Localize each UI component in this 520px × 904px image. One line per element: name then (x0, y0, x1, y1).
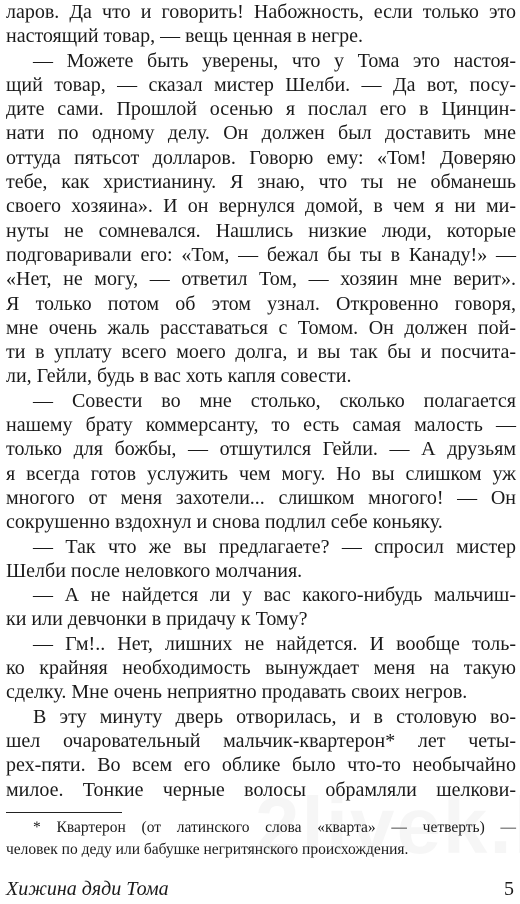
text-line: «Нет, не могу, — ответил Том, — хозяин мне верит». (6, 268, 516, 291)
text-line: нашему брату коммерсанту, то есть самая малость — (6, 414, 516, 437)
text-line: нати по одному делу. Он должен был доставить мне (6, 122, 516, 145)
text-line: Я только потом об этом узнал. Откровенно говоря, (6, 292, 516, 315)
text-line: нуты не сомневался. Нашлись низкие люди, которые (6, 219, 516, 242)
text-line: рех-пяти. Во всем его облике было что-то необычайно (6, 754, 516, 777)
text-line: настоящий товар, — вещь ценная в негре. (6, 25, 363, 48)
text-line: — Так что же вы предлагаете? — спросил мистер (33, 535, 516, 558)
text-line: Шелби после неловкого молчания. (6, 559, 303, 582)
text-line: мне очень жаль расставаться с Томом. Он должен пой- (6, 316, 516, 339)
text-line: ларов. Да что и говорить! Набожность, если только это (6, 1, 516, 23)
text-line: щий товар, — сказал мистер Шелби. — Да вот, посу- (6, 73, 516, 96)
main-text (6, 0, 516, 802)
text-line: — А не найдется ли у вас какого-нибудь мальчиш- (33, 584, 516, 607)
footnote (6, 817, 516, 861)
text-line: ко крайняя необходимость вынуждает меня на такую (6, 657, 516, 680)
text-line: ли, Гейли, будь в вас хоть капля совести. (6, 365, 352, 388)
running-footer-title: Хижина дяди Тома (6, 878, 169, 900)
text-line: оттуда пятьсот долларов. Говорю ему: «Том! Доверяю (6, 146, 516, 169)
text-line: многого от меня захотели... слишком многого! — Он (6, 486, 516, 509)
text-line: тебе, как христианину. Я знаю, что ты не обманешь (6, 171, 516, 194)
text-line: подговаривали его: «Том, — бежал бы ты в Канаду!» — (6, 243, 516, 266)
text-line: — Совести во мне столько, сколько полагается (33, 389, 516, 412)
footnote-divider (6, 812, 122, 813)
text-line: — Гм!.. Нет, лишних не найдется. И вообще толь- (33, 632, 516, 655)
text-line: шел очаровательный мальчик-квартерон* лет четы- (6, 729, 516, 752)
text-line: своего хозяина». И он вернулся домой, в чем я ни ми- (6, 195, 516, 218)
text-line: милое. Тонкие черные волосы обрамляли шелкови- (6, 778, 516, 801)
text-line: — Можете быть уверены, что у Тома это настоя- (33, 49, 516, 72)
footnote-line: * Квартерон (от латинского слова «кварта» — четверть) — (33, 819, 516, 836)
page-number: 5 (504, 878, 514, 900)
text-line: я всегда готов услужить чем могу. Но вы слишком уж (6, 462, 516, 485)
text-line: сделку. Мне очень неприятно продавать своих негров. (6, 681, 468, 704)
text-line: В эту минуту дверь отворилась, и в столовую во- (33, 705, 516, 728)
text-line: только для божбы, — отшутился Гейли. — А друзьям (6, 438, 516, 461)
footnote-line: человек по деду или бабушке негритянского происхождения. (6, 841, 409, 858)
text-line: ки или девчонки в придачу к Тому? (6, 608, 308, 631)
text-line: дите сами. Прошлой осенью я послал его в Цинцин- (6, 98, 516, 121)
text-line: сокрушенно вздохнул и снова подлил себе коньяку. (6, 511, 443, 534)
text-line: ти в уплату всего моего долга, и вы так бы и посчита- (6, 341, 516, 364)
